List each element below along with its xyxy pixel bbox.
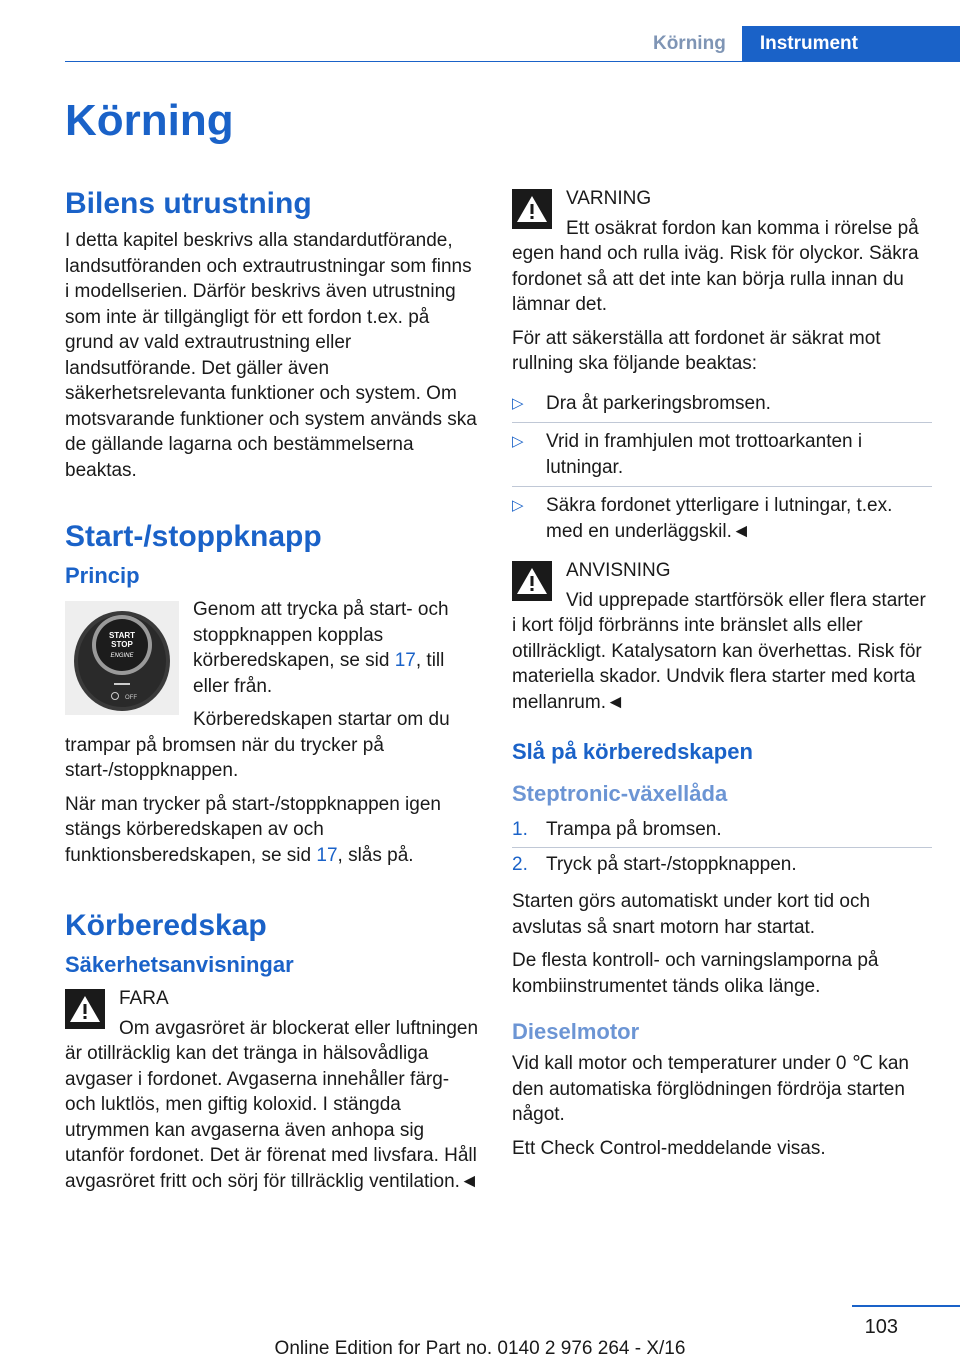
bullet-triangle-icon: ▷ (512, 497, 524, 514)
varning-text: Ett osäkrat fordon kan komma i rörelse på egen hand och rulla iväg. Risk för olyckor. Säkra fordonet så att det inte kan börja rulla innan du lämnar det. (512, 217, 919, 315)
button-label-off: OFF (125, 695, 137, 701)
princip-block (65, 597, 479, 868)
heading-princip: Princip (65, 563, 140, 588)
heading-sakerhetsanvisningar: Säkerhetsanvisningar (65, 952, 294, 977)
heading-korberedskap: Körberedskap (65, 909, 267, 942)
steptronic-p2: De flesta kontroll- och varningslamporna på kombiinstrumentet tänds olika länge. (512, 950, 879, 997)
tab-korning[interactable]: Körning (637, 26, 742, 62)
warning-anvisning (512, 558, 932, 715)
button-label-start: START (108, 631, 136, 640)
steptronic-p1: Starten görs automatiskt under kort tid och avslutas så snart motorn har startat. (512, 891, 871, 938)
page-link-17-second[interactable]: 17 (316, 844, 338, 866)
heading-bilens-utrustning: Bilens utrustning (65, 187, 312, 220)
fara-text: Om avgasröret är blockerat eller luftningen är otillräcklig kan det tränga in hälsovådliga avgaser i fordonet. Avgaserna innehåller färg- och luktlös, men giftig koloxid. I stängda utrymmen kan avgaserna även anhopa sig utanför fordonet. Det är förenat med livsfara. Håll avgasröret fritt och sörj för tillräcklig ventilation.◄ (65, 1017, 479, 1192)
header-rule (65, 61, 960, 62)
heading-steptronic: Steptronic-växellåda (512, 781, 728, 806)
heading-sla-pa-korberedskapen: Slå på körberedskapen (512, 739, 753, 764)
bullet-triangle-icon: ▷ (512, 394, 524, 412)
header-tabs (637, 26, 960, 62)
bilens-text: I detta kapitel beskrivs alla standardutförande, landsutföranden och extrautrustningar som finns i modellserien. Därför beskrivs även utrustning som inte är tillgängligt för ett fordon t.ex. på grund av vald extrautrustning eller landsutförande. Det gäller även säkerhetsrelevanta funktioner och system. Om motsvarande funktioner och system används ska de gällande lagarna och bestämmelserna beaktas. (65, 230, 477, 481)
list-item: 1. Trampa på bromsen. (512, 813, 932, 848)
varning-label: VARNING (566, 188, 652, 209)
princip-p1: Genom att trycka på start- och stoppknappen kopplas körberedskapen, se sid 17, till eller från. (193, 599, 449, 697)
chapter-title: Körning (65, 96, 234, 145)
warning-triangle-icon (65, 989, 105, 1029)
right-column (512, 186, 932, 1169)
diesel-p2: Ett Check Control-meddelande visas. (512, 1137, 826, 1159)
varning-intro: För att säkerställa att fordonet är säkrat mot rullning ska följande beaktas: (512, 327, 881, 374)
warning-triangle-icon (512, 561, 552, 601)
warning-triangle-icon (512, 189, 552, 229)
warning-fara (65, 986, 479, 1194)
princip-p3: När man trycker på start-/stoppknappen igen stängs körberedskapen av och funktionsberedskapen, se sid 17, slås på. (65, 793, 441, 866)
princip-p2: Körberedskapen startar om du trampar på bromsen när du trycker på start-/stoppknappen. (65, 709, 450, 781)
tab-instrument[interactable]: Instrument (742, 26, 960, 62)
list-item: ▷ Vrid in framhjulen mot trottoarkanten i lutningar. (512, 423, 932, 487)
page-link-17[interactable]: 17 (394, 650, 416, 671)
footer-rule (852, 1305, 960, 1307)
page-number: 103 (864, 1316, 898, 1338)
fara-label: FARA (119, 988, 169, 1009)
footer-edition: Online Edition for Part no. 0140 2 976 264 - X/16 (274, 1338, 686, 1359)
button-label-engine: ENGINE (110, 653, 134, 659)
warning-varning (512, 186, 932, 318)
bullet-triangle-icon: ▷ (512, 433, 524, 450)
list-item: ▷ Dra åt parkeringsbromsen. (512, 385, 932, 424)
bullet-list (512, 385, 932, 551)
start-stop-button-image (65, 601, 179, 715)
list-item: 2. Tryck på start-/stoppknappen. (512, 853, 797, 875)
button-label-stop: STOP (111, 640, 133, 649)
diesel-p1: Vid kall motor och temperaturer under 0 ℃ kan den automatiska förglödningen fördröja starten något. (512, 1053, 909, 1125)
heading-dieselmotor: Dieselmotor (512, 1019, 640, 1044)
list-item: ▷ Säkra fordonet ytterligare i lutningar, t.ex. med en underläggskil.◄ (512, 495, 893, 542)
left-column (65, 186, 479, 1202)
steps-list (512, 813, 932, 881)
anvisning-text: Vid upprepade startförsök eller flera starter i kort följd förbränns inte bränslet alls eller otillräckligt. Katalysatorn kan överhettas. Risk för materiella skador. Undvik flera starter med korta mellanrum.◄ (512, 589, 926, 713)
heading-start-stoppknapp: Start-/stoppknapp (65, 520, 322, 553)
anvisning-label: ANVISNING (566, 560, 671, 581)
